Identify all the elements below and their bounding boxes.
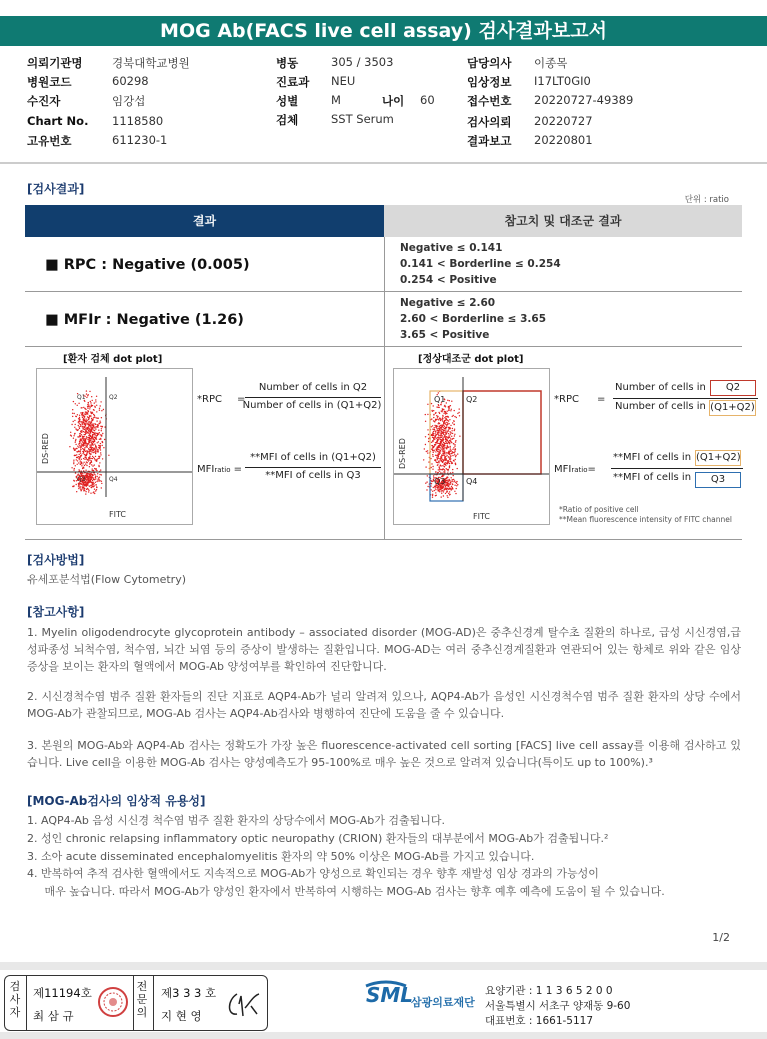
equals: = xyxy=(597,394,606,405)
phone: 대표번호 : 1661-5117 xyxy=(485,1015,594,1027)
clinical-item-4: 4. 반복하여 추적 검사한 혈액에서도 지속적으로 MOG-Ab가 양성으로 확인되는 경우 향후 재발성 임상 경과의 가능성이 xyxy=(27,867,599,880)
patient-q2-label: Q2 xyxy=(109,394,118,401)
result-row-mfir xyxy=(25,292,742,347)
rpc-ref-positive: 0.254 < Positive xyxy=(400,274,497,286)
info-label-sex: 성별 xyxy=(276,94,299,108)
info-value-specimen: SST Serum xyxy=(331,112,394,126)
examiner-vlabel: 검사자 xyxy=(9,980,21,1019)
mfi-sub: ratio xyxy=(214,466,231,474)
result-heading: [검사결과] xyxy=(27,182,85,196)
examiner-vertical-label xyxy=(8,980,22,1019)
sig-divider xyxy=(26,976,27,1030)
mfir-ref-positive: 3.65 < Positive xyxy=(400,329,490,341)
info-value-requested: 20220727 xyxy=(534,114,593,128)
control-mfi-den-box: Q3 xyxy=(695,472,741,488)
info-value-age: 60 xyxy=(420,93,435,107)
sig-divider xyxy=(153,976,154,1030)
clinical-item-2: 2. 성인 chronic relapsing inflammatory optic neuropathy (CRION) 환자들의 대부분에서 MOG-Ab가 검출됩니다.² xyxy=(27,832,609,845)
footnote-mfi: **Mean fluorescence intensity of FITC channel xyxy=(559,515,732,524)
rpc-denominator: Number of cells in (Q1+Q2) xyxy=(242,400,382,411)
info-label-institution: 의뢰기관명 xyxy=(27,56,83,70)
control-q2-label: Q2 xyxy=(466,395,478,404)
report-title: MOG Ab(FACS live cell assay) 검사결과보고서 xyxy=(0,16,767,46)
patient-plot-caption: [환자 검체 dot plot] xyxy=(63,354,163,365)
info-label-unique-no: 고유번호 xyxy=(27,134,72,148)
institution-code: 요양기관 : 1 1 3 6 5 2 0 0 xyxy=(485,985,613,997)
mfi-text: MFI xyxy=(197,464,215,475)
mfi-numerator: **MFI of cells in (Q1+Q2) xyxy=(250,452,376,463)
control-mfi-den-prefix: **MFI of cells in xyxy=(613,472,692,483)
control-rpc-label: *RPC xyxy=(554,394,579,405)
control-rpc-den-prefix: Number of cells in xyxy=(615,401,706,412)
rpc-ref-negative: Negative ≤ 0.141 xyxy=(400,242,503,254)
info-label-ward: 병동 xyxy=(276,56,299,70)
rpc-ref-borderline: 0.141 < Borderline ≤ 0.254 xyxy=(400,258,561,270)
patient-x-axis: FITC xyxy=(109,510,126,519)
info-value-reported: 20220801 xyxy=(534,133,593,147)
sml-logo-korean: 삼광의료재단 xyxy=(411,996,475,1009)
note-3: 3. 본원의 MOG-Ab와 AQP4-Ab 검사는 정확도가 가장 높은 fluorescence-activated cell sorting [FACS] live cell assay를 이용해 검사하고 있습니다. Live cell을 이용한 MOG-Ab 검사는 양성예측도가 95-100%로 매우 높은 것으로 알려져 있습니다(특이도 up to 100%).³ xyxy=(27,739,741,769)
mfi-denominator: **MFI of cells in Q3 xyxy=(265,470,361,481)
control-x-axis: FITC xyxy=(473,512,490,521)
patient-mfi-label: MFIratio = xyxy=(197,464,243,475)
info-label-age: 나이 xyxy=(382,94,405,108)
specialist-name: 지 현 영 xyxy=(161,1009,202,1023)
info-label-hospital-code: 병원코드 xyxy=(27,75,72,89)
clinical-item-4-cont: 매우 높습니다. 따라서 MOG-Ab가 양성인 환자에서 반복하여 시행하는 MOG-Ab 검사는 향후 예후 예측에 도움이 될 수 있습니다. xyxy=(27,885,665,898)
clinical-item-1: 1. AQP4-Ab 음성 시신경 척수염 범주 질환 환자의 상당수에서 MOG-Ab가 검출됩니다. xyxy=(27,814,445,827)
specialist-license: 제3 3 3 호 xyxy=(161,986,217,1000)
info-value-doctor: 이종목 xyxy=(534,56,568,70)
fraction-line xyxy=(611,468,743,469)
fraction-line xyxy=(613,398,758,399)
footnote-ratio: *Ratio of positive cell xyxy=(559,505,639,514)
clinical-item-3: 3. 소아 acute disseminated encephalomyelitis 환자의 약 50% 이상은 MOG-Ab를 가지고 있습니다. xyxy=(27,850,535,863)
control-rpc-den-box: (Q1+Q2) xyxy=(709,400,756,416)
info-value-clinical-info: I17LT0GI0 xyxy=(534,74,591,88)
equals: = xyxy=(237,394,246,405)
info-label-reported: 결과보고 xyxy=(467,134,512,148)
info-label-clinical-info: 임상정보 xyxy=(467,75,512,89)
patient-rpc-label: *RPC xyxy=(197,394,222,405)
sml-logo: SML xyxy=(366,983,414,1007)
control-rpc-num-box: Q2 xyxy=(710,380,756,396)
patient-q4-label: Q4 xyxy=(109,476,118,483)
method-heading: [검사방법] xyxy=(27,553,85,567)
signature-box xyxy=(4,975,268,1031)
mfir-ref-negative: Negative ≤ 2.60 xyxy=(400,297,496,309)
info-value-sex: M xyxy=(331,93,341,107)
notes-heading: [참고사항] xyxy=(27,605,85,619)
note-2: 2. 시신경척수염 범주 질환 환자들의 진단 지표로 AQP4-Ab가 널리 알려져 있으나, AQP4-Ab가 음성인 시신경척수염 범주 질환 환자의 상당 수에서 MOG-Ab가 관찰되므로, MOG-Ab 검사는 AQP4-Ab검사와 병행하여 진단에 도움을 줄 수 있습니다. xyxy=(27,690,741,720)
footer-band xyxy=(0,962,767,970)
control-q3-label: Q3 xyxy=(434,477,446,486)
info-label-specimen: 검체 xyxy=(276,113,299,127)
info-label-receipt-no: 접수번호 xyxy=(467,94,512,108)
info-label-doctor: 담당의사 xyxy=(467,56,512,70)
control-scatter xyxy=(394,369,549,524)
dot-plot-section xyxy=(25,347,755,540)
control-q4-label: Q4 xyxy=(466,477,478,486)
result-row-rpc xyxy=(25,237,742,292)
rpc-result: ■ RPC : Negative (0.005) xyxy=(45,257,250,273)
info-label-patient: 수진자 xyxy=(27,94,61,108)
control-rpc-num-prefix: Number of cells in xyxy=(615,382,706,393)
info-value-chart-no: 1118580 xyxy=(112,114,164,128)
plot-divider xyxy=(384,347,385,540)
method-text: 유세포분석법(Flow Cytometry) xyxy=(27,573,187,586)
control-mfi-label: MFIratio= xyxy=(554,464,596,475)
patient-dot-plot xyxy=(36,368,193,525)
control-mfi-num-prefix: **MFI of cells in xyxy=(613,452,692,463)
examiner-license: 제11194호 xyxy=(33,986,92,1000)
info-value-ward: 305 / 3503 xyxy=(331,55,394,69)
note-1: 1. Myelin oligodendrocyte glycoprotein antibody – associated disorder (MOG-AD)은 중추신경계 탈수초 질환의 하나로, 급성 시신경염,급성파종성 뇌척수염, 척수염, 뇌간 뇌염 등의 증상이 발생하는 질환입니다. MOG-AD는 여러 중추신경계질환과 연관되어 있는 항체로 위와 같은 임상 증상을 보이는 환자의 혈액에서 MOG-Ab 양성여부를 확인하여 진단합니다. xyxy=(27,626,741,673)
mfir-ref-borderline: 2.60 < Borderline ≤ 3.65 xyxy=(400,313,547,325)
info-value-department: NEU xyxy=(331,74,356,88)
control-plot-caption: [정상대조군 dot plot] xyxy=(418,354,524,365)
page-number: 1/2 xyxy=(712,931,730,944)
info-value-receipt-no: 20220727-49389 xyxy=(534,93,634,107)
info-label-department: 진료과 xyxy=(276,75,310,89)
rpc-reference xyxy=(400,240,561,288)
divider xyxy=(0,162,767,164)
examiner-seal-icon xyxy=(97,986,129,1018)
rpc-numerator: Number of cells in Q2 xyxy=(258,382,368,393)
patient-scatter xyxy=(37,369,192,524)
info-value-institution: 경북대학교병원 xyxy=(112,56,190,70)
info-value-patient: 임강섭 xyxy=(112,94,146,108)
patient-q1-label: Q1 xyxy=(77,394,86,401)
specialist-vertical-label xyxy=(135,980,149,1019)
fraction-line xyxy=(245,467,381,468)
mfir-reference xyxy=(400,295,546,343)
address: 서울특별시 서초구 양재동 9-60 xyxy=(485,1000,631,1012)
patient-q3-label: Q3 xyxy=(77,476,86,483)
fraction-line xyxy=(245,397,381,398)
info-label-requested: 검사의뢰 xyxy=(467,115,512,129)
result-col-header: 결과 xyxy=(25,205,384,237)
mfir-result: ■ MFIr : Negative (1.26) xyxy=(45,312,244,328)
control-y-axis: DS-RED xyxy=(398,438,407,469)
clinical-heading: [MOG-Ab검사의 임상적 유용성] xyxy=(27,794,206,808)
examiner-name: 최 삼 규 xyxy=(33,1009,74,1023)
unit-label: 단위 : ratio xyxy=(684,195,729,205)
sig-divider xyxy=(133,976,134,1030)
control-dot-plot xyxy=(393,368,550,525)
info-value-hospital-code: 60298 xyxy=(112,74,149,88)
info-value-unique-no: 611230-1 xyxy=(112,133,168,147)
info-label-chart-no: Chart No. xyxy=(27,114,89,128)
control-q1-label: Q1 xyxy=(434,395,446,404)
control-mfi-num-box: (Q1+Q2) xyxy=(695,450,741,466)
patient-y-axis: DS-RED xyxy=(41,433,50,464)
reference-col-header: 참고치 및 대조군 결과 xyxy=(384,205,742,237)
footer-band-bottom xyxy=(0,1032,767,1039)
signature-icon xyxy=(223,986,263,1022)
mfi-text: MFI xyxy=(554,464,572,475)
specialist-vlabel: 전문의 xyxy=(136,980,148,1019)
mfi-sub: ratio xyxy=(571,466,588,474)
